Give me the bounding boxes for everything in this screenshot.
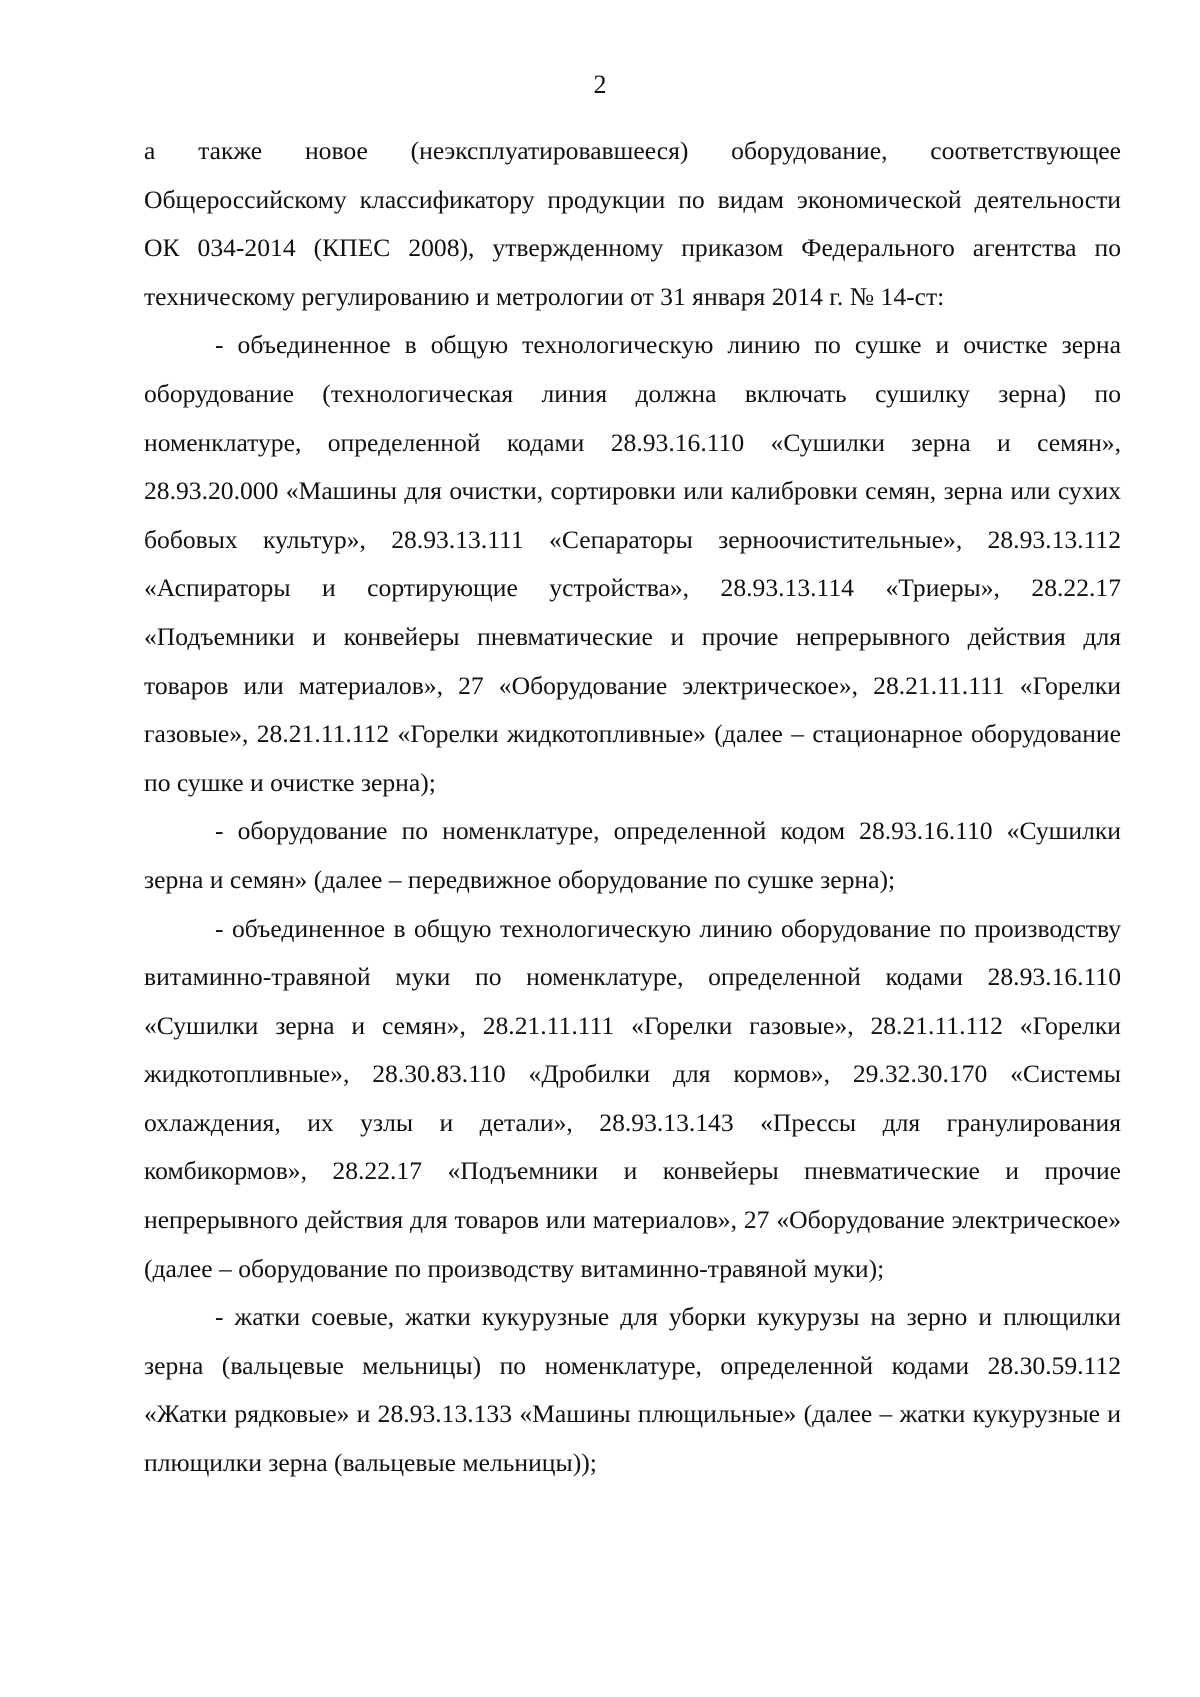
list-item-mobile-drying-equipment: - оборудование по номенклатуре, определенной кодом 28.93.16.110 «Сушилки зерна и семян» (далее – передвижное оборудование по сушке зерна); [144, 816, 1121, 894]
intro-paragraph: а также новое (неэксплуатировавшееся) оборудование, соответствующее Общероссийскому классификатору продукции по видам экономической деятельности ОК 034-2014 (КПЕС 2008), утвержденному приказом Федерального агентства по техническому регулированию и метрологии от 31 января 2014 г. № 14-ст: [144, 136, 1121, 311]
document-body [144, 127, 1121, 1488]
list-item-herbal-flour-equipment: - объединенное в общую технологическую линию оборудование по производству витаминно-травяной муки по номенклатуре, определенной кодами 28.93.16.110 «Сушилки зерна и семян», 28.21.11.111 «Горелки газовые», 28.21.11.112 «Горелки жидкотопливные», 28.30.83.110 «Дробилки для кормов», 29.32.30.170 «Системы охлаждения, их узлы и детали», 28.93.13.143 «Прессы для гранулирования комбикормов», 28.22.17 «Подъемники и конвейеры пневматические и прочие непрерывного действия для товаров или материалов», 27 «Оборудование электрическое» (далее – оборудование по производству витаминно-травяной муки); [144, 913, 1121, 1283]
list-item-stationary-drying-equipment: - объединенное в общую технологическую линию по сушке и очистке зерна оборудование (технологическая линия должна включать сушилку зерна) по номенклатуре, определенной кодами 28.93.16.110 «Сушилки зерна и семян», 28.93.20.000 «Машины для очистки, сортировки или калибровки семян, зерна или сухих бобовых культур», 28.93.13.111 «Сепараторы зерноочистительные», 28.93.13.112 «Аспираторы и сортирующие устройства», 28.93.13.114 «Триеры», 28.22.17 «Подъемники и конвейеры пневматические и прочие непрерывного действия для товаров или материалов», 27 «Оборудование электрическое», 28.21.11.111 «Горелки газовые», 28.21.11.112 «Горелки жидкотопливные» (далее – стационарное оборудование по сушке и очистке зерна); [144, 330, 1121, 797]
list-item-corn-headers-and-crushers: - жатки соевые, жатки кукурузные для уборки кукурузы на зерно и плющилки зерна (вальцевые мельницы) по номенклатуре, определенной кодами 28.30.59.112 «Жатки рядковые» и 28.93.13.133 «Машины плющильные» (далее – жатки кукурузные и плющилки зерна (вальцевые мельницы)); [144, 1302, 1121, 1478]
page-number: 2 [593, 70, 607, 99]
